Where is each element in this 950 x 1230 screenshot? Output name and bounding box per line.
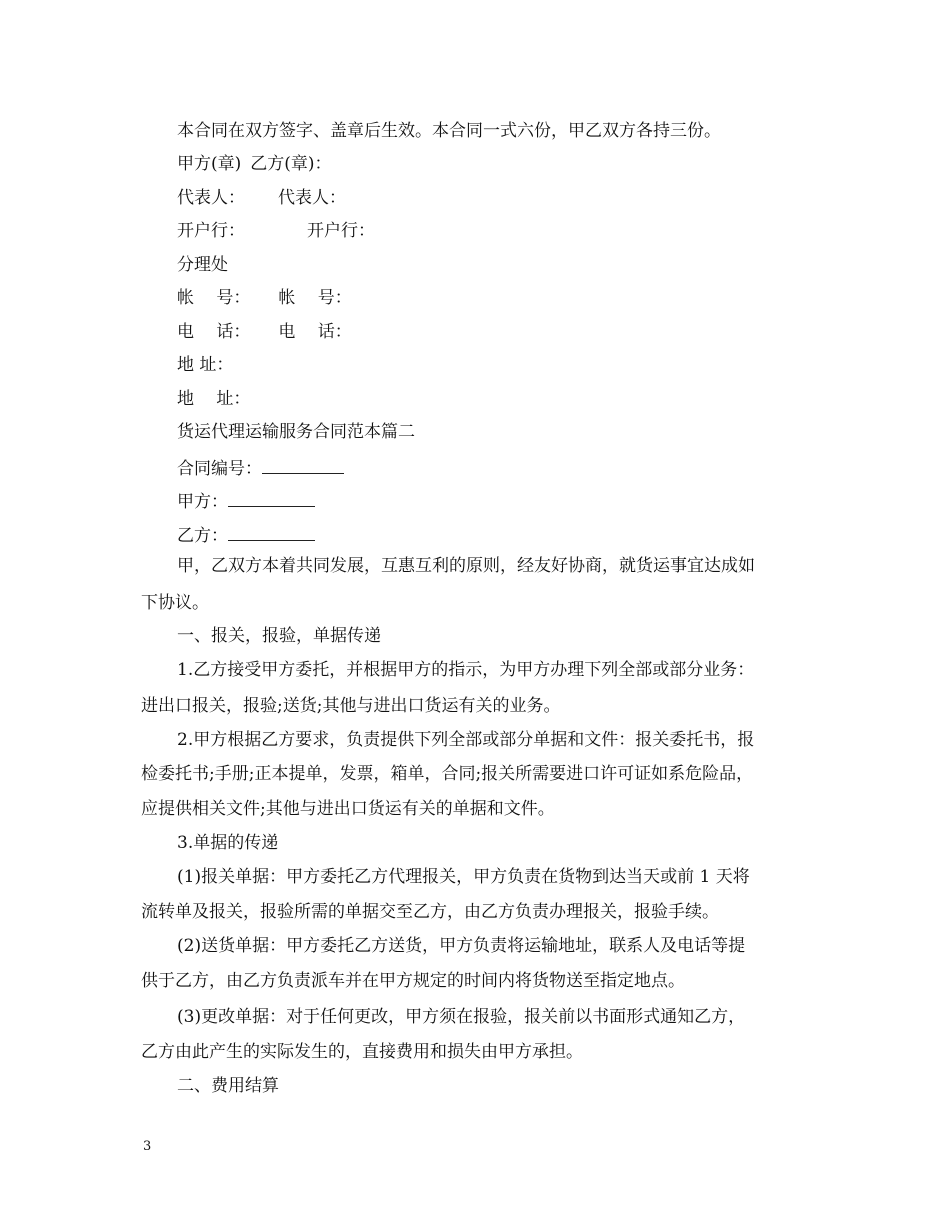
- acct-a-label: 帐 号：: [177, 288, 251, 308]
- paragraph-line: 乙方由此产生的实际发生的，直接费用和损失由甲方承担。: [141, 1042, 583, 1062]
- bank-a-label: 开户行：: [177, 221, 245, 241]
- party-b-line: [177, 525, 315, 545]
- rep-a-label: 代表人：: [177, 188, 245, 208]
- paragraph-line: 供于乙方，由乙方负责派车并在甲方规定的时间内将货物送至指定地点。: [141, 971, 685, 991]
- seal-line: [177, 156, 332, 173]
- address-a-label: 地 址：: [177, 355, 234, 375]
- contract-number-line: [177, 458, 344, 478]
- paragraph-line: 下协议。: [141, 593, 209, 613]
- section-title: 货运代理运输服务合同范本篇二: [177, 422, 415, 442]
- phone-line: [177, 324, 352, 341]
- paragraph-line: 应提供相关文件;其他与进出口货运有关的单据和文件。: [141, 799, 555, 819]
- paragraph-line: 甲，乙双方本着共同发展，互惠互利的原则，经友好协商，就货运事宜达成如: [177, 556, 755, 576]
- rep-b-label: 代表人：: [278, 188, 346, 208]
- paragraph-line: (1)报关单据：甲方委托乙方代理报关，甲方负责在货物到达当天或前 1 天将: [177, 867, 750, 887]
- paragraph-line: (2)送货单据：甲方委托乙方送货，甲方负责将运输地址，联系人及电话等提: [177, 936, 746, 956]
- address-b-label: 地 址：: [177, 389, 251, 409]
- bank-b-label: 开户行：: [307, 221, 375, 241]
- paragraph-line: 3.单据的传递: [177, 833, 279, 853]
- paragraph-line: (3)更改单据：对于任何更改，甲方须在报验，报关前以书面形式通知乙方，: [177, 1007, 746, 1027]
- tel-b-label: 电 话：: [278, 322, 352, 342]
- page-number: 3: [143, 1139, 152, 1154]
- branch-label: 分理处: [177, 255, 228, 275]
- bank-line: [177, 223, 375, 240]
- contract-number-blank: [262, 458, 344, 474]
- section-heading: 二、费用结算: [177, 1076, 279, 1096]
- party-b-label: 乙方：: [177, 526, 228, 546]
- party-a-label: 甲方：: [177, 492, 228, 512]
- party-a-seal: 甲方(章): [177, 154, 242, 174]
- contract-number-label: 合同编号：: [177, 459, 262, 479]
- paragraph-line: 进出口报关，报验;送货;其他与进出口货运有关的业务。: [141, 696, 561, 716]
- tel-a-label: 电 话：: [177, 322, 251, 342]
- representative-line: [177, 190, 346, 207]
- party-b-seal: 乙方(章)：: [250, 154, 332, 174]
- effective-clause: 本合同在双方签字、盖章后生效。本合同一式六份，甲乙双方各持三份。: [177, 121, 721, 141]
- paragraph-line: 2.甲方根据乙方要求，负责提供下列全部或部分单据和文件：报关委托书，报: [177, 730, 755, 750]
- party-a-blank: [228, 491, 315, 507]
- acct-b-label: 帐 号：: [278, 288, 352, 308]
- paragraph-line: 流转单及报关，报验所需的单据交至乙方，由乙方负责办理报关，报验手续。: [141, 902, 719, 922]
- section-heading: 一、报关，报验，单据传递: [177, 626, 381, 646]
- account-line: [177, 290, 352, 307]
- party-b-blank: [228, 525, 315, 541]
- paragraph-line: 1.乙方接受甲方委托，并根据甲方的指示，为甲方办理下列全部或部分业务：: [177, 660, 755, 680]
- party-a-line: [177, 491, 315, 511]
- paragraph-line: 检委托书;手册;正本提单，发票，箱单，合同;报关所需要进口许可证如系危险品，: [141, 764, 754, 784]
